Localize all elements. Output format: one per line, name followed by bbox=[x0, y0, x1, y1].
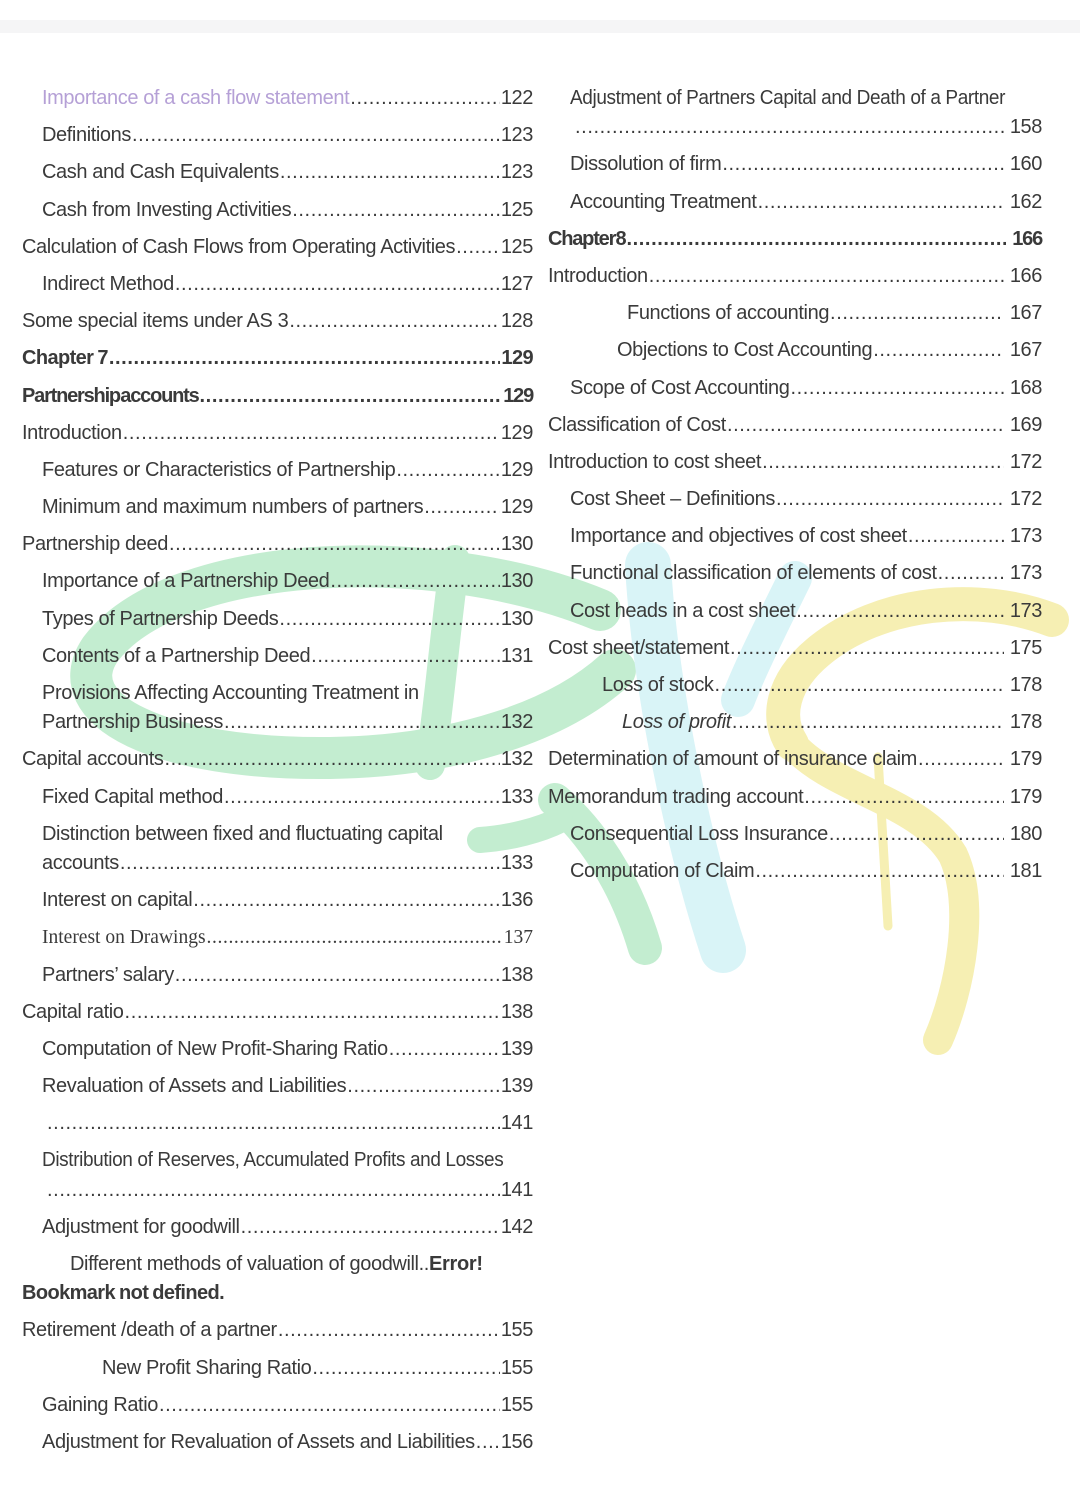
dot-leader bbox=[169, 526, 500, 563]
toc-entry-title: Loss of profit bbox=[622, 711, 731, 734]
dot-leader bbox=[790, 370, 1003, 407]
toc-entry-title: Adjustment for Revaluation of Assets and Liabilities bbox=[42, 1430, 475, 1453]
toc-entry-title: Adjustment of Partners Capital and Death of a Partner bbox=[570, 87, 1006, 109]
dot-leader bbox=[193, 882, 500, 919]
toc-entry-title: Chapter 8 bbox=[548, 227, 626, 250]
dot-leader bbox=[755, 853, 1004, 890]
dot-leader bbox=[424, 489, 500, 526]
dot-leader bbox=[278, 1312, 500, 1349]
toc-entry-title: Partners’ salary bbox=[42, 963, 174, 986]
toc-entry[interactable] bbox=[548, 853, 1042, 890]
toc-entry[interactable] bbox=[22, 117, 533, 154]
toc-entry[interactable] bbox=[548, 407, 1042, 444]
toc-entry-title: Cost Sheet – Definitions bbox=[570, 488, 775, 511]
toc-entry-title: Classification of Cost bbox=[548, 413, 726, 436]
page-number: 173 bbox=[1009, 599, 1042, 622]
dot-leader bbox=[279, 601, 499, 638]
page-number: 125 bbox=[500, 198, 533, 221]
dot-leader bbox=[311, 638, 500, 675]
toc-entry[interactable] bbox=[548, 667, 1042, 704]
toc-entry-title: New Profit Sharing Ratio bbox=[102, 1356, 312, 1379]
toc-entry-title: Capital accounts bbox=[22, 748, 164, 771]
toc-entry[interactable] bbox=[22, 704, 533, 741]
dot-leader bbox=[312, 1350, 499, 1387]
dot-leader bbox=[123, 415, 500, 452]
toc-entry[interactable] bbox=[22, 415, 533, 452]
toc-entry-title: Computation of Claim bbox=[570, 859, 755, 882]
toc-entry[interactable] bbox=[22, 957, 533, 994]
dot-leader bbox=[280, 154, 500, 191]
toc-entry[interactable] bbox=[548, 704, 1042, 741]
toc-entry-title: Introduction bbox=[22, 421, 122, 444]
toc-entry-title: Functions of accounting bbox=[627, 302, 830, 325]
page-number: 142 bbox=[500, 1215, 533, 1238]
dot-leader bbox=[224, 779, 500, 816]
toc-entry-title: Accounting Treatment bbox=[570, 190, 757, 213]
toc-entry-title: Indirect Method bbox=[42, 272, 174, 295]
toc-entry-title: Partnership deed bbox=[22, 533, 168, 556]
page-number: 129 bbox=[501, 347, 533, 370]
dot-leader bbox=[918, 741, 1004, 778]
toc-entry[interactable] bbox=[22, 154, 533, 191]
page-number: 155 bbox=[500, 1393, 533, 1416]
page-number: 141 bbox=[500, 1112, 533, 1135]
dot-leader bbox=[350, 80, 500, 117]
page-number: 129 bbox=[500, 421, 533, 444]
page-number: 180 bbox=[1009, 822, 1042, 845]
toc-entry[interactable] bbox=[22, 563, 533, 600]
page-number: 130 bbox=[500, 533, 533, 556]
toc-entry[interactable] bbox=[22, 1387, 533, 1424]
dot-leader bbox=[120, 845, 500, 882]
page-number: 172 bbox=[1009, 450, 1042, 473]
toc-entry[interactable] bbox=[22, 1105, 533, 1142]
page-number: 139 bbox=[500, 1037, 533, 1060]
toc-entry-title: Importance of a Partnership Deed bbox=[42, 570, 330, 593]
toc-entry[interactable] bbox=[22, 1312, 533, 1349]
dot-leader bbox=[175, 266, 500, 303]
page-number: 141 bbox=[500, 1178, 533, 1201]
dot-leader bbox=[758, 184, 1004, 221]
toc-entry[interactable] bbox=[22, 1031, 533, 1068]
dot-leader bbox=[796, 593, 1004, 630]
page-number: 179 bbox=[1009, 748, 1042, 771]
dot-leader bbox=[908, 518, 1004, 555]
dot-leader bbox=[47, 1105, 500, 1142]
page-number: 167 bbox=[1009, 302, 1042, 325]
toc-entry-title: Cost heads in a cost sheet bbox=[570, 599, 796, 622]
dot-leader bbox=[830, 295, 1004, 332]
toc-entry[interactable] bbox=[548, 146, 1042, 183]
page-number: 138 bbox=[500, 1000, 533, 1023]
toc-entry[interactable] bbox=[22, 1142, 533, 1179]
page-number: 132 bbox=[500, 748, 533, 771]
dot-leader bbox=[762, 444, 1004, 481]
toc-entry-title: Interest on capital bbox=[42, 889, 193, 912]
toc-entry[interactable] bbox=[548, 80, 1042, 117]
toc-entry-title: Loss of stock bbox=[602, 674, 714, 696]
toc-entry-title: Contents of a Partnership Deed bbox=[42, 644, 311, 667]
toc-entry-title: accounts bbox=[42, 851, 119, 874]
toc-entry-title: Memorandum trading account bbox=[548, 785, 804, 808]
toc-entry[interactable] bbox=[548, 332, 1042, 369]
toc-entry[interactable] bbox=[22, 741, 533, 778]
toc-entry-title: Definitions bbox=[42, 124, 131, 147]
dot-leader bbox=[241, 1209, 500, 1246]
toc-entry-title: Introduction to cost sheet bbox=[548, 450, 762, 473]
dot-leader bbox=[722, 146, 1003, 183]
page-number: 138 bbox=[500, 963, 533, 986]
toc-entry-title: Scope of Cost Accounting bbox=[570, 376, 790, 399]
toc-entry[interactable] bbox=[22, 80, 533, 117]
toc-entry[interactable] bbox=[548, 593, 1042, 630]
toc-entry-separator: .. bbox=[418, 1253, 429, 1275]
toc-entry[interactable] bbox=[22, 601, 533, 638]
toc-entry-title: Consequential Loss Insurance bbox=[570, 822, 828, 845]
page-number: 128 bbox=[500, 310, 533, 333]
dot-leader bbox=[200, 378, 503, 415]
page-number: 162 bbox=[1009, 190, 1042, 213]
page-number: 160 bbox=[1009, 153, 1042, 176]
dot-leader bbox=[389, 1031, 500, 1068]
page-number: 156 bbox=[500, 1430, 533, 1453]
page-number: 178 bbox=[1009, 711, 1042, 734]
page-number: 133 bbox=[500, 785, 533, 808]
toc-entry[interactable] bbox=[22, 994, 533, 1031]
toc-column-right bbox=[548, 80, 1042, 890]
toc-entry-title: Objections to Cost Accounting bbox=[617, 339, 873, 362]
dot-leader bbox=[873, 332, 1004, 369]
dot-leader bbox=[732, 704, 1004, 741]
toc-entry[interactable] bbox=[22, 638, 533, 675]
toc-entry[interactable] bbox=[22, 303, 533, 340]
toc-column-left bbox=[22, 80, 533, 1461]
toc-entry[interactable] bbox=[22, 1424, 533, 1461]
toc-entry[interactable] bbox=[548, 741, 1042, 778]
toc-entry[interactable] bbox=[22, 192, 533, 229]
toc-entry[interactable] bbox=[548, 221, 1042, 258]
toc-entry-title: Retirement /death of a partner bbox=[22, 1319, 277, 1342]
toc-entry-title: Functional classification of elements of cost bbox=[570, 562, 937, 585]
page-number: 123 bbox=[500, 161, 533, 184]
page-number: 173 bbox=[1009, 525, 1042, 548]
dot-leader bbox=[330, 563, 499, 600]
page-number: 130 bbox=[500, 607, 533, 630]
toc-entry[interactable] bbox=[22, 1209, 533, 1246]
top-gray-band bbox=[0, 20, 1080, 33]
dot-leader bbox=[804, 779, 1004, 816]
page-number: 125 bbox=[500, 235, 533, 258]
dot-leader bbox=[132, 117, 500, 154]
dot-leader bbox=[649, 258, 1004, 295]
page-number: 181 bbox=[1009, 859, 1042, 882]
toc-entry[interactable] bbox=[548, 630, 1042, 667]
toc-entry-title: Chapter 7 bbox=[22, 347, 108, 370]
toc-entry-title: Capital ratio bbox=[22, 1000, 124, 1023]
toc-entry-title: Gaining Ratio bbox=[42, 1393, 158, 1416]
page-number: 129 bbox=[500, 458, 533, 481]
dot-leader bbox=[829, 816, 1004, 853]
page-number: 155 bbox=[500, 1319, 533, 1342]
dot-leader bbox=[730, 630, 1004, 667]
page-number: 172 bbox=[1009, 488, 1042, 511]
toc-entry-title: Minimum and maximum numbers of partners bbox=[42, 496, 424, 519]
page-number: 132 bbox=[500, 711, 533, 734]
dot-leader bbox=[626, 221, 1006, 258]
dot-leader bbox=[292, 192, 500, 229]
toc-entry-title: Introduction bbox=[548, 264, 648, 287]
toc-entry[interactable] bbox=[22, 1350, 533, 1387]
dot-leader bbox=[125, 994, 500, 1031]
toc-entry-title: Dissolution of firm bbox=[570, 153, 722, 176]
toc-entry-title: Features or Characteristics of Partnership bbox=[42, 458, 396, 481]
toc-entry-title: Revaluation of Assets and Liabilities bbox=[42, 1075, 347, 1098]
toc-entry-title: Different methods of valuation of goodwill bbox=[70, 1253, 419, 1275]
toc-entry[interactable] bbox=[22, 882, 533, 919]
toc-entry[interactable] bbox=[548, 518, 1042, 555]
toc-entry[interactable] bbox=[22, 1068, 533, 1105]
dot-leader bbox=[476, 1424, 500, 1461]
page-number: 131 bbox=[500, 644, 533, 667]
toc-entry-title: Fixed Capital method bbox=[42, 785, 223, 808]
toc-entry[interactable] bbox=[22, 229, 533, 266]
toc-entry[interactable] bbox=[22, 526, 533, 563]
toc-entry-title: Computation of New Profit-Sharing Ratio bbox=[42, 1037, 388, 1060]
toc-entry-title: Types of Partnership Deeds bbox=[42, 607, 279, 630]
toc-entry[interactable] bbox=[22, 489, 533, 526]
dot-leader bbox=[164, 741, 499, 778]
dot-leader bbox=[938, 555, 1004, 592]
dot-leader bbox=[396, 452, 499, 489]
page-number: 179 bbox=[1009, 785, 1042, 808]
toc-entry[interactable] bbox=[22, 452, 533, 489]
page-number: 127 bbox=[500, 272, 533, 295]
page-number: 168 bbox=[1009, 376, 1042, 399]
page-number: 166 bbox=[1012, 227, 1042, 250]
toc-entry[interactable] bbox=[548, 295, 1042, 332]
toc-entry-title: Cash and Cash Equivalents bbox=[42, 161, 279, 184]
page-number: 178 bbox=[1009, 674, 1042, 696]
toc-entry[interactable] bbox=[548, 258, 1042, 295]
toc-entry[interactable] bbox=[548, 555, 1042, 592]
toc-entry-title: Determination of amount of insurance claim bbox=[548, 748, 917, 771]
page-number: 122 bbox=[500, 87, 533, 109]
dot-leader bbox=[347, 1068, 500, 1105]
toc-entry-title: Adjustment for goodwill bbox=[42, 1215, 240, 1238]
page-number: 158 bbox=[1009, 116, 1042, 139]
dot-leader bbox=[715, 667, 1004, 704]
page-number: 129 bbox=[503, 384, 533, 407]
page-number: 130 bbox=[500, 570, 533, 593]
toc-entry-error-label: Error! bbox=[428, 1253, 483, 1275]
toc-entry[interactable] bbox=[22, 779, 533, 816]
dot-leader bbox=[727, 407, 1004, 444]
dot-leader bbox=[224, 704, 500, 741]
page-number: 175 bbox=[1009, 636, 1042, 659]
toc-entry-title: Importance and objectives of cost sheet bbox=[570, 525, 907, 548]
page-number: 137 bbox=[503, 927, 533, 949]
page-number: 129 bbox=[500, 496, 533, 519]
page-number: 169 bbox=[1009, 413, 1042, 436]
toc-entry-title: Cost sheet/statement bbox=[548, 636, 729, 659]
dot-leader bbox=[776, 481, 1004, 518]
toc-entry-title: Distinction between fixed and fluctuating capital bbox=[42, 822, 443, 845]
toc-entry[interactable] bbox=[548, 481, 1042, 518]
toc-entry[interactable] bbox=[22, 340, 533, 377]
page-number: 173 bbox=[1009, 562, 1042, 585]
toc-entry-title: Distribution of Reserves, Accumulated Profits and Losses bbox=[42, 1149, 504, 1172]
page-number: 139 bbox=[500, 1075, 533, 1098]
dot-leader bbox=[109, 340, 501, 377]
page-number: 133 bbox=[500, 851, 533, 874]
page-number: 155 bbox=[500, 1356, 533, 1379]
dot-leader bbox=[159, 1387, 500, 1424]
dot-leader bbox=[289, 303, 500, 340]
toc-entry-title: Calculation of Cash Flows from Operating Activities bbox=[22, 235, 456, 258]
toc-entry[interactable] bbox=[548, 816, 1042, 853]
dot-leader bbox=[207, 919, 503, 956]
toc-entry-title: Importance of a cash flow statement bbox=[42, 87, 350, 109]
dot-leader bbox=[175, 957, 500, 994]
toc-entry-title: Interest on Drawings bbox=[42, 927, 206, 949]
page-number: 166 bbox=[1009, 264, 1042, 287]
toc-entry[interactable] bbox=[22, 919, 533, 956]
page-number: 167 bbox=[1009, 339, 1042, 362]
toc-entry-title: Cash from Investing Activities bbox=[42, 198, 292, 221]
toc-entry[interactable] bbox=[22, 378, 533, 415]
toc-entry[interactable] bbox=[548, 370, 1042, 407]
toc-entry-title: Partnership Business bbox=[42, 711, 223, 734]
toc-entry[interactable] bbox=[22, 845, 533, 882]
page-number: 136 bbox=[500, 889, 533, 912]
toc-entry[interactable] bbox=[548, 184, 1042, 221]
toc-entry[interactable] bbox=[548, 444, 1042, 481]
toc-entry-title: Bookmark not defined. bbox=[22, 1282, 225, 1305]
toc-entry[interactable] bbox=[22, 266, 533, 303]
toc-entry[interactable] bbox=[548, 779, 1042, 816]
dot-leader bbox=[456, 229, 500, 266]
page-number: 123 bbox=[500, 124, 533, 147]
toc-entry-title: Some special items under AS 3 bbox=[22, 310, 289, 333]
toc-entry-title: Partnership accounts bbox=[22, 384, 199, 407]
toc-entry-title: Provisions Affecting Accounting Treatment in bbox=[42, 682, 419, 704]
